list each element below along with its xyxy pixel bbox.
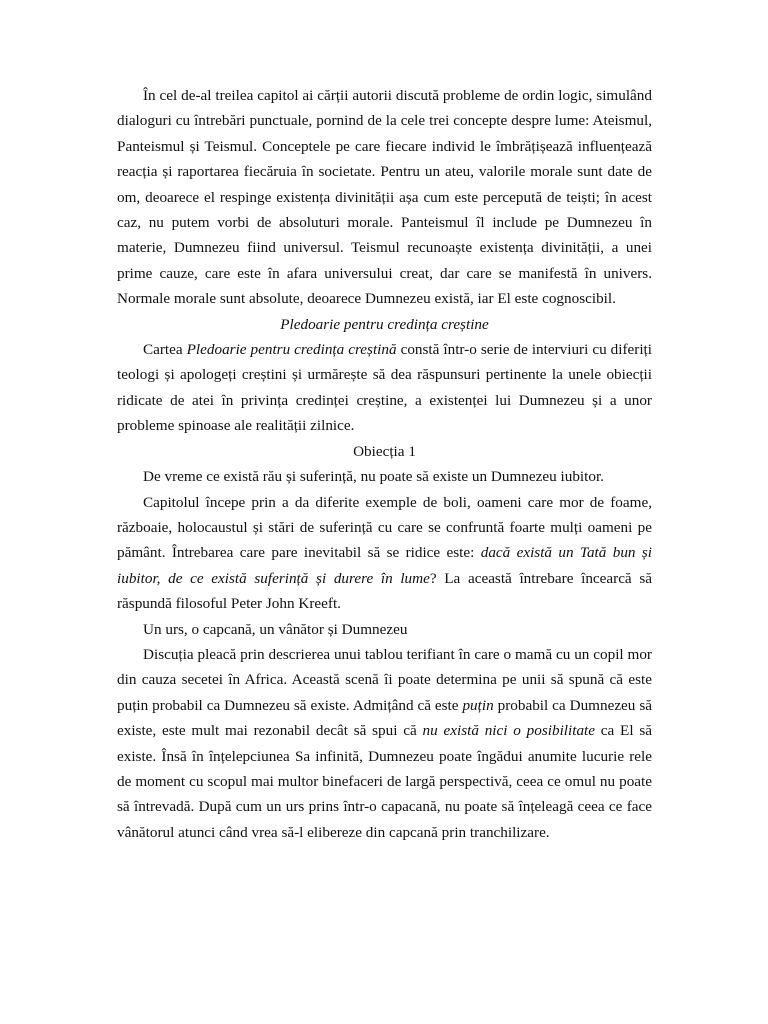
paragraph-text: probabil ca Dumnezeu să existe, este mult mai rezonabil decât să spui că bbox=[117, 696, 652, 740]
document-page bbox=[117, 83, 652, 845]
paragraph-discussion bbox=[117, 642, 652, 845]
emphasis-italic: puțin bbox=[462, 696, 494, 714]
paragraph-text: ? La această întrebare încearcă să răspundă filosoful Peter John Kreeft. bbox=[117, 569, 652, 613]
emphasis-italic: nu există nici o posibilitate bbox=[422, 722, 595, 740]
subheading-bear-trap: Un urs, o capcană, un vânător și Dumnezeu bbox=[143, 620, 408, 638]
book-title-italic: Pledoarie pentru credința creștină bbox=[186, 341, 397, 359]
question-italic: dacă există un Tată bun și iubitor, de ce există suferință și durere în lume bbox=[117, 544, 652, 587]
paragraph-text: Discuția pleacă prin descrierea unui tablou terifiant în care o mamă cu un copil mor din cauza secetei în Africa. Această scenă îi poate determina pe unii să spună că este puțin probabil ca Dumnezeu să existe. Admițând că este bbox=[117, 645, 652, 714]
paragraph-objection-statement: De vreme ce există rău și suferință, nu poate să existe un Dumnezeu iubitor. bbox=[143, 468, 604, 486]
section-heading-pledoarie: Pledoarie pentru credința creștine bbox=[280, 315, 489, 333]
paragraph-text: ca El să existe. Însă în înțelepciunea Sa infinită, Dumnezeu poate îngădui anumite lucurie rele de moment cu scopul mai multor binefaceri de largă perspectivă, ceea ce omul nu poate să întrevadă. După cum un urs prins într-o capacană, nu poate să înțeleagă ceea ce face vânătorul atunci când vrea să-l elibereze din capcană prin tranchilizare. bbox=[117, 722, 652, 841]
paragraph-intro: În cel de-al treilea capitol ai cărții autorii discută probleme de ordin logic, simulând dialoguri cu întrebări punctuale, pornind de la cele trei concepte despre lume: Ateismul, Panteismul și Teismul. Conceptele pe care fiecare individ le îmbrățișează influențează reacția și raportarea fiecăruia în societate. Pentru un ateu, valorile morale sunt date de om, deoarece el respinge existența divinității așa cum este percepută de teiști; în acest caz, nu putem vorbi de absoluturi morale. Panteismul îl include pe Dumnezeu în materie, Dumnezeu fiind universul. Teismul recunoaște existența divinității, a unei prime cauze, care este în afara universului creat, dar care se manifestă în univers. Normale morale sunt absolute, deoarece Dumnezeu există, iar El este cognoscibil. bbox=[117, 87, 652, 308]
paragraph-text: Cartea bbox=[143, 341, 187, 359]
section-heading-obiectia: Obiecția 1 bbox=[353, 442, 416, 460]
paragraph-text: Capitolul începe prin a da diferite exemple de boli, oameni care mor de foame, războaie, holocaustul și stări de suferință cu care se confruntă foarte mulți oameni pe pământ. Întrebarea care pare inevitabil să se ridice este: bbox=[117, 493, 652, 562]
paragraph-book-description bbox=[117, 337, 652, 439]
paragraph-chapter-start bbox=[117, 490, 652, 617]
paragraph-text: constă într-o serie de interviuri cu diferiți teologi și apologeți creștini și urmărește să dea răspunsuri pertinente la unele obiecții ridicate de atei în privința credinței creștine, a existenței lui Dumnezeu și a unor probleme spinoase ale realității zilnice. bbox=[117, 341, 652, 435]
